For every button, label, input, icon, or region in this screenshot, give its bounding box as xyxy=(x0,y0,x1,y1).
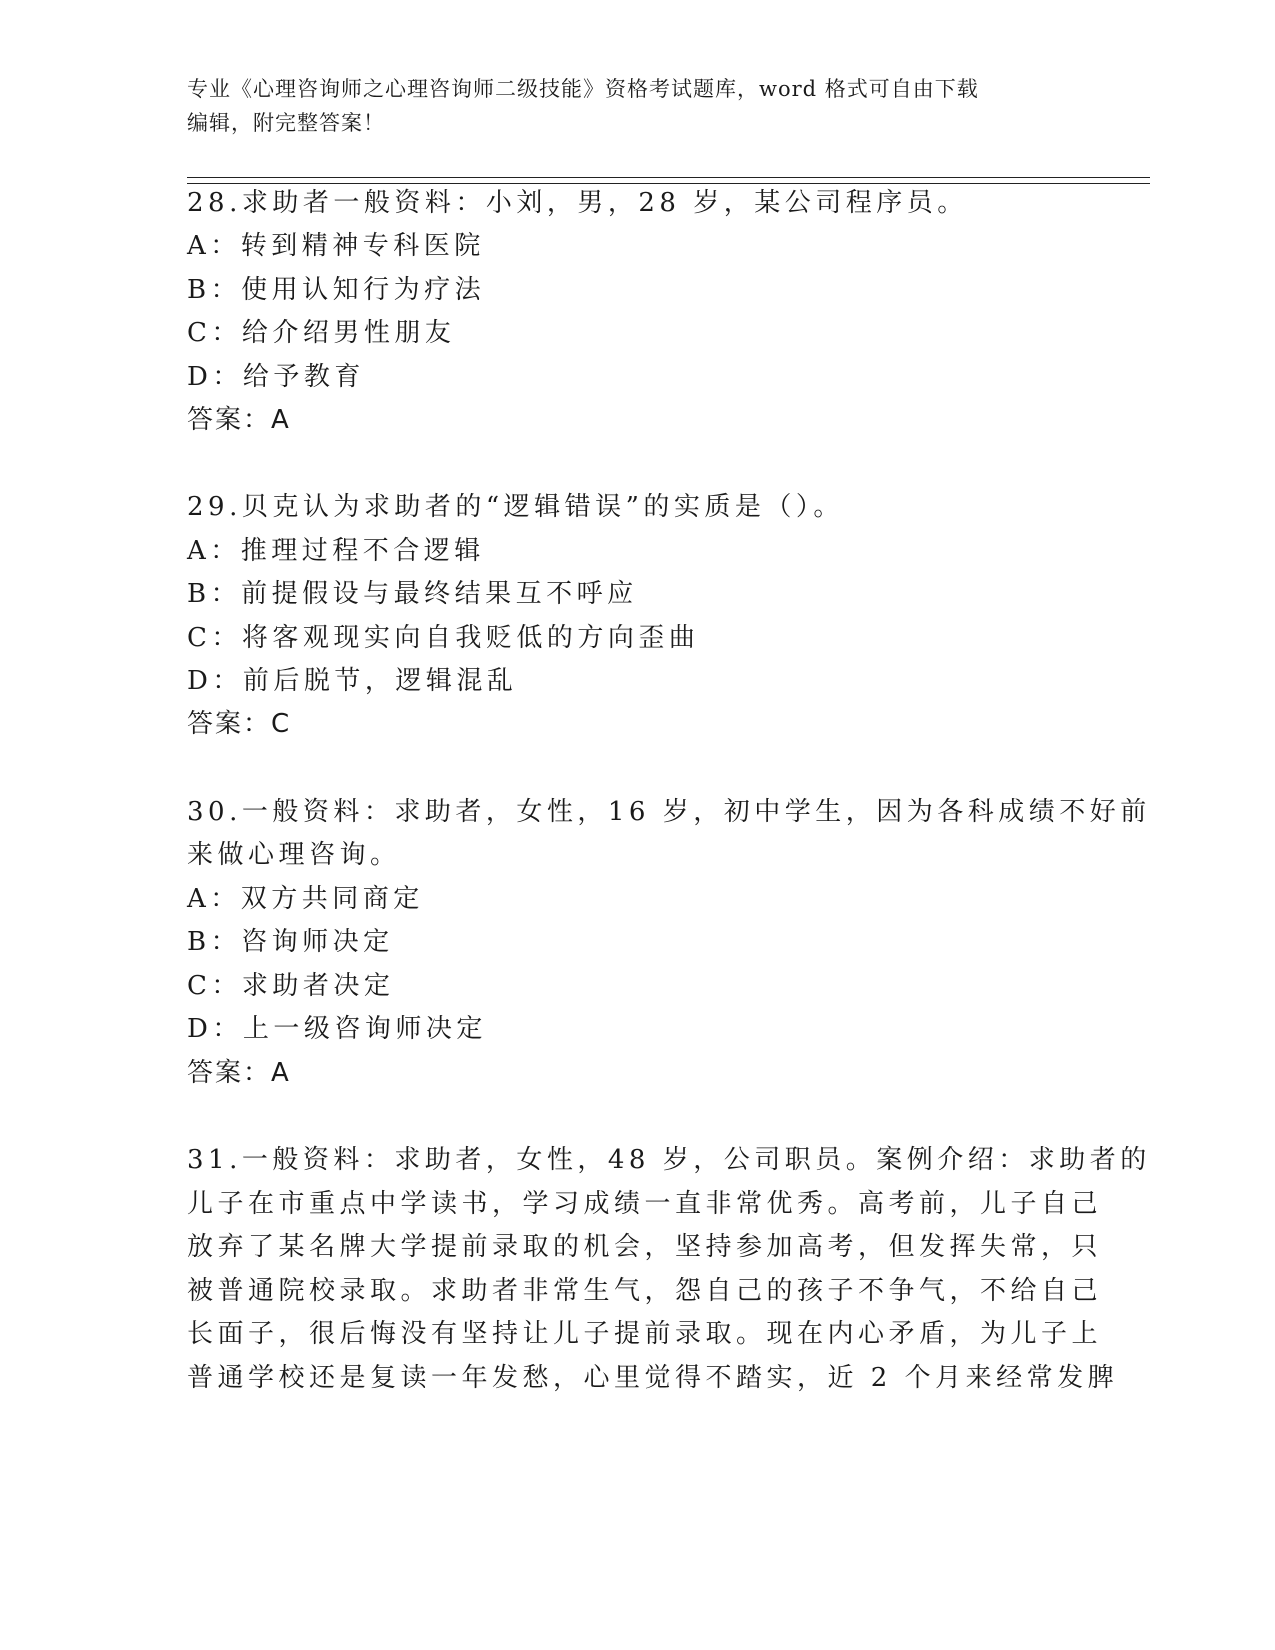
question-28-stem: 28.求助者一般资料：小刘，男，28 岁，某公司程序员。 xyxy=(187,188,968,218)
question-30-option-d: D：上一级咨询师决定 xyxy=(187,1014,487,1044)
header-rule-top xyxy=(187,177,1150,178)
question-29-answer: 答案：C xyxy=(187,709,292,739)
question-28-option-a: A：转到精神专科医院 xyxy=(187,231,485,261)
question-31-stem-line-6: 普通学校还是复读一年发愁，心里觉得不踏实，近 2 个月来经常发脾 xyxy=(187,1363,1119,1393)
header-rule-bottom xyxy=(187,183,1150,184)
question-30-option-b: B：咨询师决定 xyxy=(187,927,394,957)
question-30-stem-line-2: 来做心理咨询。 xyxy=(187,840,401,870)
question-31-stem-line-4: 被普通院校录取。求助者非常生气，怨自己的孩子不争气，不给自己 xyxy=(187,1276,1103,1306)
question-29-option-c: C：将客观现实向自我贬低的方向歪曲 xyxy=(187,623,700,653)
question-31-stem-line-5: 长面子，很后悔没有坚持让儿子提前录取。现在内心矛盾，为儿子上 xyxy=(187,1319,1103,1349)
header-line-1: 专业《心理咨询师之心理咨询师二级技能》资格考试题库，word 格式可自由下载 xyxy=(187,77,979,101)
question-30-stem-line-1: 30.一般资料：求助者，女性，16 岁，初中学生，因为各科成绩不好前 xyxy=(187,797,1151,827)
question-29-option-a: A：推理过程不合逻辑 xyxy=(187,536,485,566)
question-31-stem-line-1: 31.一般资料：求助者，女性，48 岁，公司职员。案例介绍：求助者的 xyxy=(187,1145,1151,1175)
question-30-option-c: C：求助者决定 xyxy=(187,971,395,1001)
question-31-stem-line-3: 放弃了某名牌大学提前录取的机会，坚持参加高考，但发挥失常，只 xyxy=(187,1232,1103,1262)
question-29-option-d: D：前后脱节，逻辑混乱 xyxy=(187,666,518,696)
question-30-option-a: A：双方共同商定 xyxy=(187,884,424,914)
question-29-stem: 29.贝克认为求助者的“逻辑错误”的实质是（）。 xyxy=(187,492,844,522)
document-header xyxy=(187,72,1087,140)
header-line-2: 编辑，附完整答案！ xyxy=(187,111,385,135)
question-28-option-b: B：使用认知行为疗法 xyxy=(187,275,486,305)
question-28-option-c: C：给介绍男性朋友 xyxy=(187,318,456,348)
question-29-option-b: B：前提假设与最终结果互不呼应 xyxy=(187,579,638,609)
question-31-stem-line-2: 儿子在市重点中学读书，学习成绩一直非常优秀。高考前，儿子自己 xyxy=(187,1189,1103,1219)
question-28-answer: 答案：A xyxy=(187,405,291,435)
question-30-answer: 答案：A xyxy=(187,1058,291,1088)
question-28-option-d: D：给予教育 xyxy=(187,362,365,392)
